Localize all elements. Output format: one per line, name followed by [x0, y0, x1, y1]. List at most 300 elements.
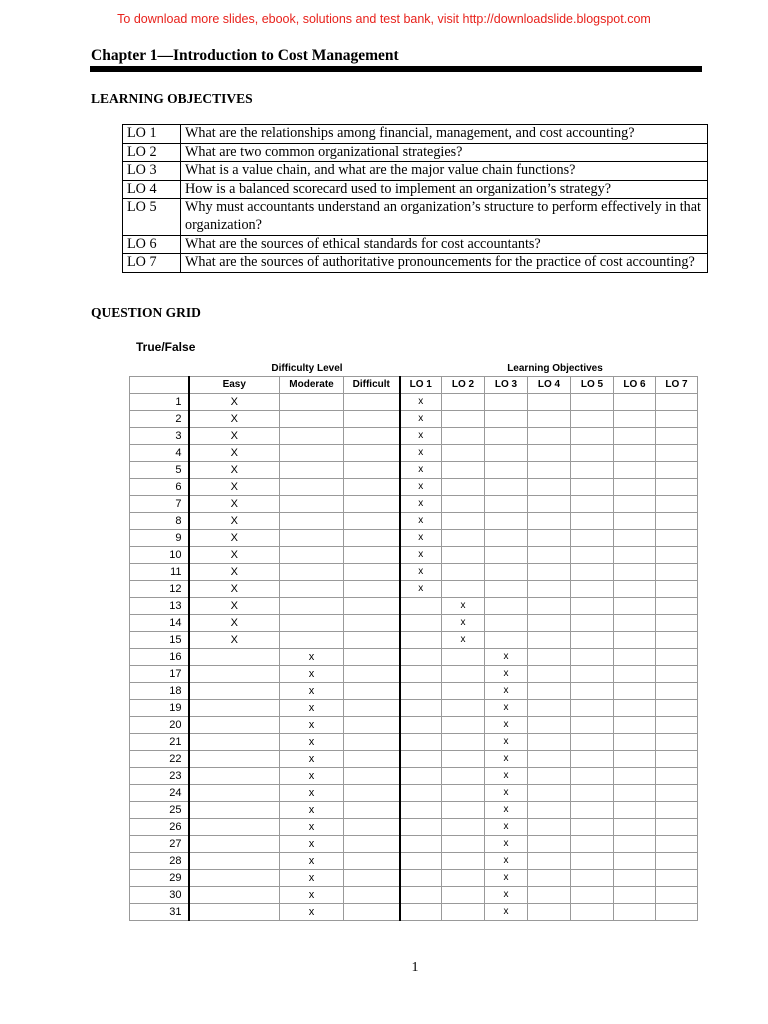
- lo-cell: [656, 887, 698, 904]
- difficult-cell: [344, 564, 400, 581]
- question-number: 5: [130, 462, 189, 479]
- table-row: [130, 666, 698, 683]
- lo-cell: [400, 819, 442, 836]
- difficult-cell: [344, 462, 400, 479]
- table-row: [130, 598, 698, 615]
- lo-cell: [656, 564, 698, 581]
- difficult-cell: [344, 411, 400, 428]
- moderate-cell: x: [280, 717, 344, 734]
- moderate-cell: x: [280, 836, 344, 853]
- moderate-cell: [280, 598, 344, 615]
- grid-column-header: Difficult: [344, 377, 400, 394]
- lo-cell: [528, 819, 571, 836]
- lo-cell: [656, 785, 698, 802]
- difficult-cell: [344, 598, 400, 615]
- difficult-cell: [344, 428, 400, 445]
- moderate-cell: x: [280, 751, 344, 768]
- lo-cell: [614, 785, 656, 802]
- lo-cell: x: [400, 411, 442, 428]
- lo-cell: [400, 853, 442, 870]
- learning-objectives-label: Learning Objectives: [507, 363, 603, 374]
- lo-cell: [442, 751, 485, 768]
- lo-cell: [442, 530, 485, 547]
- difficult-cell: [344, 734, 400, 751]
- table-row: [130, 836, 698, 853]
- lo-cell: [442, 768, 485, 785]
- easy-cell: [189, 683, 280, 700]
- difficult-cell: [344, 615, 400, 632]
- chapter-title: Chapter 1—Introduction to Cost Management: [91, 47, 399, 64]
- lo-cell: [442, 700, 485, 717]
- lo-cell: x: [485, 649, 528, 666]
- lo-cell: x: [485, 734, 528, 751]
- question-number: 18: [130, 683, 189, 700]
- question-number: 20: [130, 717, 189, 734]
- lo-cell: [614, 479, 656, 496]
- moderate-cell: x: [280, 700, 344, 717]
- lo-cell: x: [400, 513, 442, 530]
- lo-cell: [571, 785, 614, 802]
- lo-cell: x: [485, 870, 528, 887]
- lo-cell: [571, 462, 614, 479]
- download-banner: To download more slides, ebook, solutions and test bank, visit http://downloadslide.blogspot.com: [117, 12, 651, 26]
- question-number: 16: [130, 649, 189, 666]
- question-number: 24: [130, 785, 189, 802]
- lo-cell: [614, 870, 656, 887]
- lo-cell: [614, 700, 656, 717]
- lo-cell: [656, 717, 698, 734]
- lo-code: LO 2: [123, 143, 181, 162]
- lo-cell: [442, 887, 485, 904]
- moderate-cell: x: [280, 683, 344, 700]
- lo-question: What are the relationships among financial, management, and cost accounting?: [181, 125, 708, 144]
- lo-cell: [442, 649, 485, 666]
- lo-cell: [442, 445, 485, 462]
- easy-cell: X: [189, 479, 280, 496]
- lo-cell: [656, 496, 698, 513]
- lo-cell: [528, 496, 571, 513]
- grid-header-blank: [130, 377, 189, 394]
- moderate-cell: [280, 530, 344, 547]
- difficult-cell: [344, 785, 400, 802]
- table-row: [130, 734, 698, 751]
- lo-cell: [442, 802, 485, 819]
- lo-cell: [614, 547, 656, 564]
- table-row: [130, 802, 698, 819]
- lo-cell: [614, 411, 656, 428]
- lo-cell: [656, 581, 698, 598]
- easy-cell: [189, 666, 280, 683]
- lo-cell: [485, 479, 528, 496]
- lo-cell: [571, 802, 614, 819]
- lo-cell: [442, 394, 485, 411]
- lo-cell: [571, 819, 614, 836]
- lo-cell: [571, 564, 614, 581]
- lo-cell: [442, 479, 485, 496]
- easy-cell: X: [189, 530, 280, 547]
- learning-objectives-table: [122, 124, 708, 273]
- lo-cell: [400, 751, 442, 768]
- lo-cell: x: [485, 666, 528, 683]
- easy-cell: X: [189, 462, 280, 479]
- lo-cell: x: [442, 615, 485, 632]
- lo-code: LO 4: [123, 180, 181, 199]
- lo-question: What is a value chain, and what are the major value chain functions?: [181, 162, 708, 181]
- lo-cell: [485, 547, 528, 564]
- difficult-cell: [344, 683, 400, 700]
- lo-cell: [571, 496, 614, 513]
- easy-cell: [189, 649, 280, 666]
- table-row: [130, 632, 698, 649]
- lo-cell: x: [485, 887, 528, 904]
- lo-cell: [614, 462, 656, 479]
- lo-cell: x: [400, 394, 442, 411]
- lo-cell: [614, 649, 656, 666]
- lo-cell: [400, 802, 442, 819]
- lo-cell: [614, 666, 656, 683]
- lo-cell: [571, 683, 614, 700]
- lo-cell: [485, 615, 528, 632]
- moderate-cell: [280, 479, 344, 496]
- question-number: 1: [130, 394, 189, 411]
- lo-row: [123, 235, 708, 254]
- lo-cell: [614, 428, 656, 445]
- lo-cell: [656, 428, 698, 445]
- lo-cell: [528, 632, 571, 649]
- easy-cell: [189, 802, 280, 819]
- lo-cell: [442, 734, 485, 751]
- lo-cell: [571, 598, 614, 615]
- easy-cell: X: [189, 513, 280, 530]
- lo-cell: [528, 411, 571, 428]
- lo-cell: [442, 836, 485, 853]
- lo-cell: x: [400, 530, 442, 547]
- lo-cell: [528, 904, 571, 921]
- lo-cell: x: [485, 853, 528, 870]
- lo-cell: [614, 853, 656, 870]
- lo-question: What are the sources of ethical standards for cost accountants?: [181, 235, 708, 254]
- moderate-cell: x: [280, 853, 344, 870]
- lo-cell: [614, 598, 656, 615]
- lo-cell: [656, 394, 698, 411]
- table-row: [130, 887, 698, 904]
- grid-column-header: LO 7: [656, 377, 698, 394]
- question-number: 4: [130, 445, 189, 462]
- table-row: [130, 496, 698, 513]
- easy-cell: [189, 734, 280, 751]
- lo-code: LO 5: [123, 199, 181, 235]
- lo-cell: [528, 615, 571, 632]
- title-rule: [90, 66, 702, 72]
- moderate-cell: [280, 411, 344, 428]
- lo-cell: [442, 547, 485, 564]
- lo-cell: [571, 479, 614, 496]
- lo-cell: x: [485, 802, 528, 819]
- moderate-cell: x: [280, 768, 344, 785]
- question-number: 21: [130, 734, 189, 751]
- lo-cell: x: [400, 496, 442, 513]
- lo-cell: [656, 751, 698, 768]
- lo-cell: [571, 904, 614, 921]
- difficult-cell: [344, 853, 400, 870]
- lo-cell: [442, 581, 485, 598]
- lo-cell: [528, 598, 571, 615]
- lo-cell: x: [400, 462, 442, 479]
- lo-cell: [442, 683, 485, 700]
- moderate-cell: x: [280, 870, 344, 887]
- grid-column-header: LO 2: [442, 377, 485, 394]
- table-row: [130, 394, 698, 411]
- moderate-cell: [280, 547, 344, 564]
- lo-cell: [528, 462, 571, 479]
- lo-cell: [571, 768, 614, 785]
- lo-cell: [400, 649, 442, 666]
- lo-row: [123, 162, 708, 181]
- lo-cell: [571, 666, 614, 683]
- question-number: 31: [130, 904, 189, 921]
- table-row: [130, 445, 698, 462]
- lo-cell: [571, 445, 614, 462]
- question-number: 17: [130, 666, 189, 683]
- lo-question: How is a balanced scorecard used to implement an organization’s strategy?: [181, 180, 708, 199]
- lo-cell: [400, 870, 442, 887]
- question-number: 11: [130, 564, 189, 581]
- moderate-cell: [280, 445, 344, 462]
- moderate-cell: [280, 428, 344, 445]
- lo-cell: [614, 802, 656, 819]
- lo-cell: [442, 564, 485, 581]
- lo-cell: x: [442, 632, 485, 649]
- lo-cell: [656, 819, 698, 836]
- lo-cell: [400, 683, 442, 700]
- lo-cell: [528, 666, 571, 683]
- question-number: 14: [130, 615, 189, 632]
- lo-cell: [656, 700, 698, 717]
- question-number: 28: [130, 853, 189, 870]
- easy-cell: X: [189, 632, 280, 649]
- question-number: 25: [130, 802, 189, 819]
- difficult-cell: [344, 445, 400, 462]
- table-row: [130, 615, 698, 632]
- moderate-cell: x: [280, 666, 344, 683]
- question-number: 29: [130, 870, 189, 887]
- lo-cell: [528, 564, 571, 581]
- lo-cell: [528, 870, 571, 887]
- moderate-cell: [280, 394, 344, 411]
- lo-cell: [528, 751, 571, 768]
- difficult-cell: [344, 581, 400, 598]
- lo-cell: x: [485, 683, 528, 700]
- moderate-cell: x: [280, 904, 344, 921]
- lo-cell: [442, 496, 485, 513]
- lo-cell: x: [485, 751, 528, 768]
- difficult-cell: [344, 632, 400, 649]
- difficult-cell: [344, 904, 400, 921]
- grid-column-header: LO 1: [400, 377, 442, 394]
- lo-cell: [656, 445, 698, 462]
- table-row: [130, 870, 698, 887]
- lo-cell: [614, 564, 656, 581]
- table-row: [130, 751, 698, 768]
- lo-cell: [656, 734, 698, 751]
- lo-cell: x: [400, 581, 442, 598]
- easy-cell: X: [189, 581, 280, 598]
- moderate-cell: x: [280, 649, 344, 666]
- question-grid-table: [129, 376, 698, 921]
- table-row: [130, 513, 698, 530]
- question-number: 19: [130, 700, 189, 717]
- lo-cell: [400, 734, 442, 751]
- lo-row: [123, 143, 708, 162]
- lo-cell: [656, 598, 698, 615]
- lo-cell: [528, 683, 571, 700]
- table-row: [130, 785, 698, 802]
- lo-cell: [528, 530, 571, 547]
- table-row: [130, 530, 698, 547]
- lo-cell: [614, 819, 656, 836]
- lo-cell: [442, 462, 485, 479]
- lo-cell: x: [485, 836, 528, 853]
- question-number: 3: [130, 428, 189, 445]
- lo-cell: [442, 513, 485, 530]
- moderate-cell: [280, 564, 344, 581]
- lo-cell: [571, 530, 614, 547]
- lo-cell: [528, 802, 571, 819]
- lo-cell: [656, 547, 698, 564]
- difficult-cell: [344, 394, 400, 411]
- lo-cell: [528, 547, 571, 564]
- table-row: [130, 428, 698, 445]
- lo-cell: [656, 615, 698, 632]
- lo-cell: [614, 632, 656, 649]
- easy-cell: X: [189, 411, 280, 428]
- lo-cell: [571, 615, 614, 632]
- lo-cell: [656, 853, 698, 870]
- lo-cell: [656, 666, 698, 683]
- lo-cell: [485, 428, 528, 445]
- lo-cell: [442, 428, 485, 445]
- lo-cell: [485, 564, 528, 581]
- easy-cell: [189, 904, 280, 921]
- lo-cell: [656, 683, 698, 700]
- easy-cell: X: [189, 394, 280, 411]
- lo-cell: [485, 394, 528, 411]
- question-number: 9: [130, 530, 189, 547]
- table-row: [130, 564, 698, 581]
- easy-cell: X: [189, 615, 280, 632]
- true-false-title: True/False: [136, 340, 196, 354]
- lo-cell: [571, 700, 614, 717]
- lo-cell: [656, 479, 698, 496]
- lo-cell: [485, 581, 528, 598]
- lo-cell: [528, 479, 571, 496]
- table-row: [130, 547, 698, 564]
- lo-cell: [614, 683, 656, 700]
- easy-cell: [189, 768, 280, 785]
- lo-cell: [442, 411, 485, 428]
- question-grid-heading: QUESTION GRID: [91, 305, 201, 320]
- lo-cell: [485, 496, 528, 513]
- lo-cell: [528, 717, 571, 734]
- lo-question: What are two common organizational strategies?: [181, 143, 708, 162]
- table-row: [130, 819, 698, 836]
- lo-cell: [400, 887, 442, 904]
- lo-cell: [571, 836, 614, 853]
- lo-cell: [656, 530, 698, 547]
- lo-cell: [656, 649, 698, 666]
- question-number: 10: [130, 547, 189, 564]
- lo-cell: x: [400, 547, 442, 564]
- lo-cell: [485, 598, 528, 615]
- lo-cell: [614, 445, 656, 462]
- difficult-cell: [344, 666, 400, 683]
- lo-cell: [571, 870, 614, 887]
- lo-cell: [614, 496, 656, 513]
- lo-code: LO 6: [123, 235, 181, 254]
- learning-objectives-heading: LEARNING OBJECTIVES: [91, 91, 253, 106]
- question-number: 12: [130, 581, 189, 598]
- question-number: 26: [130, 819, 189, 836]
- question-number: 2: [130, 411, 189, 428]
- easy-cell: [189, 853, 280, 870]
- lo-row: [123, 180, 708, 199]
- lo-cell: [485, 462, 528, 479]
- lo-cell: [614, 717, 656, 734]
- page-number: 1: [411, 960, 419, 975]
- lo-question: Why must accountants understand an organization’s structure to perform effectively in that organization?: [181, 199, 708, 235]
- difficult-cell: [344, 802, 400, 819]
- lo-cell: [571, 513, 614, 530]
- question-number: 6: [130, 479, 189, 496]
- lo-cell: x: [400, 564, 442, 581]
- easy-cell: X: [189, 598, 280, 615]
- lo-cell: [442, 853, 485, 870]
- difficult-cell: [344, 530, 400, 547]
- lo-cell: [528, 836, 571, 853]
- question-number: 7: [130, 496, 189, 513]
- moderate-cell: x: [280, 802, 344, 819]
- lo-cell: [614, 768, 656, 785]
- difficult-cell: [344, 887, 400, 904]
- lo-cell: [528, 734, 571, 751]
- lo-cell: [485, 513, 528, 530]
- lo-cell: [485, 445, 528, 462]
- lo-cell: x: [400, 445, 442, 462]
- lo-cell: x: [485, 700, 528, 717]
- easy-cell: [189, 785, 280, 802]
- difficult-cell: [344, 649, 400, 666]
- lo-cell: [614, 530, 656, 547]
- easy-cell: [189, 819, 280, 836]
- lo-code: LO 1: [123, 125, 181, 144]
- lo-cell: [528, 853, 571, 870]
- lo-cell: [571, 632, 614, 649]
- question-number: 23: [130, 768, 189, 785]
- moderate-cell: x: [280, 887, 344, 904]
- table-row: [130, 683, 698, 700]
- lo-cell: [571, 649, 614, 666]
- difficult-cell: [344, 496, 400, 513]
- lo-cell: x: [485, 768, 528, 785]
- difficult-cell: [344, 700, 400, 717]
- lo-cell: [400, 836, 442, 853]
- lo-cell: [528, 513, 571, 530]
- lo-cell: [442, 904, 485, 921]
- lo-cell: [400, 632, 442, 649]
- lo-cell: [571, 411, 614, 428]
- lo-cell: [400, 615, 442, 632]
- difficult-cell: [344, 751, 400, 768]
